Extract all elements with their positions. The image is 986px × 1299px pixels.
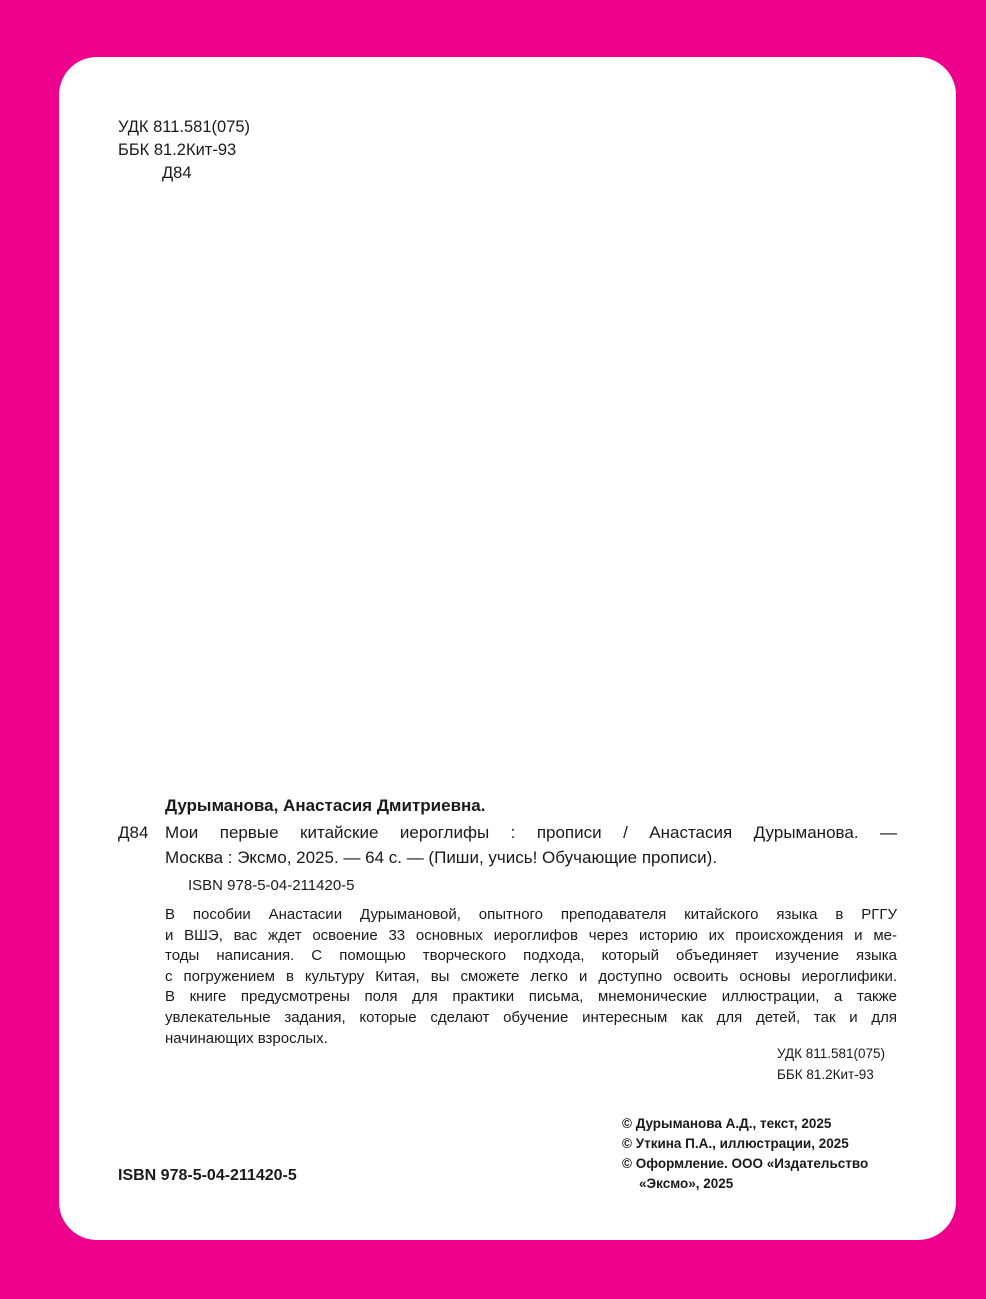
abstract-line: В пособии Анастасии Дурымановой, опытного преподавателя китайского языка в РГГУ [165,906,897,923]
abstract-line: начинающих взрослых. [165,1029,328,1047]
bbk-code: ББК 81.2Кит-93 [118,141,237,159]
copyright-line: © Дурыманова А.Д., текст, 2025 [622,1116,832,1131]
record-author-mark: Д84 [118,823,149,842]
copyright-line: © Уткина П.А., иллюстрации, 2025 [622,1136,849,1151]
record-author: Дурыманова, Анастасия Дмитриевна. [165,796,486,815]
imprint-page [59,57,956,1240]
record-classification [777,1043,885,1085]
record-udk: УДК 811.581(075) [777,1046,886,1061]
copyright-line: «Эксмо», 2025 [639,1176,734,1191]
copyright-line: © Оформление. ООО «Издательство [622,1156,869,1171]
record-title-line: Мои первые китайские иероглифы : прописи / Анастасия Дурыманова. — [165,823,897,842]
abstract-line: тоды написания. С помощью творческого подхода, который объединяет изучение языка [165,947,897,965]
copyright-block [622,1114,868,1194]
record-title-line: Москва : Эксмо, 2025. — 64 с. — (Пиши, учись! Обучающие прописи). [165,848,718,867]
udk-code: УДК 811.581(075) [118,118,251,136]
abstract-line: и ВШЭ, вас ждет освоение 33 основных иероглифов через историю их происхождения и ме- [165,926,897,944]
abstract-line: с погружением в культуру Китая, вы сможете легко и доступно освоить основы иероглифики. [165,967,897,985]
record-abstract [165,905,897,1049]
record-bbk: ББК 81.2Кит-93 [777,1067,874,1082]
isbn-bottom: ISBN 978-5-04-211420-5 [118,1167,297,1184]
record-isbn: ISBN 978-5-04-211420-5 [188,877,355,894]
abstract-line: В книге предусмотрены поля для практики письма, мнемонические иллюстрации, а также [165,988,897,1006]
abstract-line: увлекательные задания, которые сделают обучение интересным как для детей, так и для [165,1008,897,1026]
author-mark: Д84 [162,164,192,182]
top-classification-block [118,116,250,185]
